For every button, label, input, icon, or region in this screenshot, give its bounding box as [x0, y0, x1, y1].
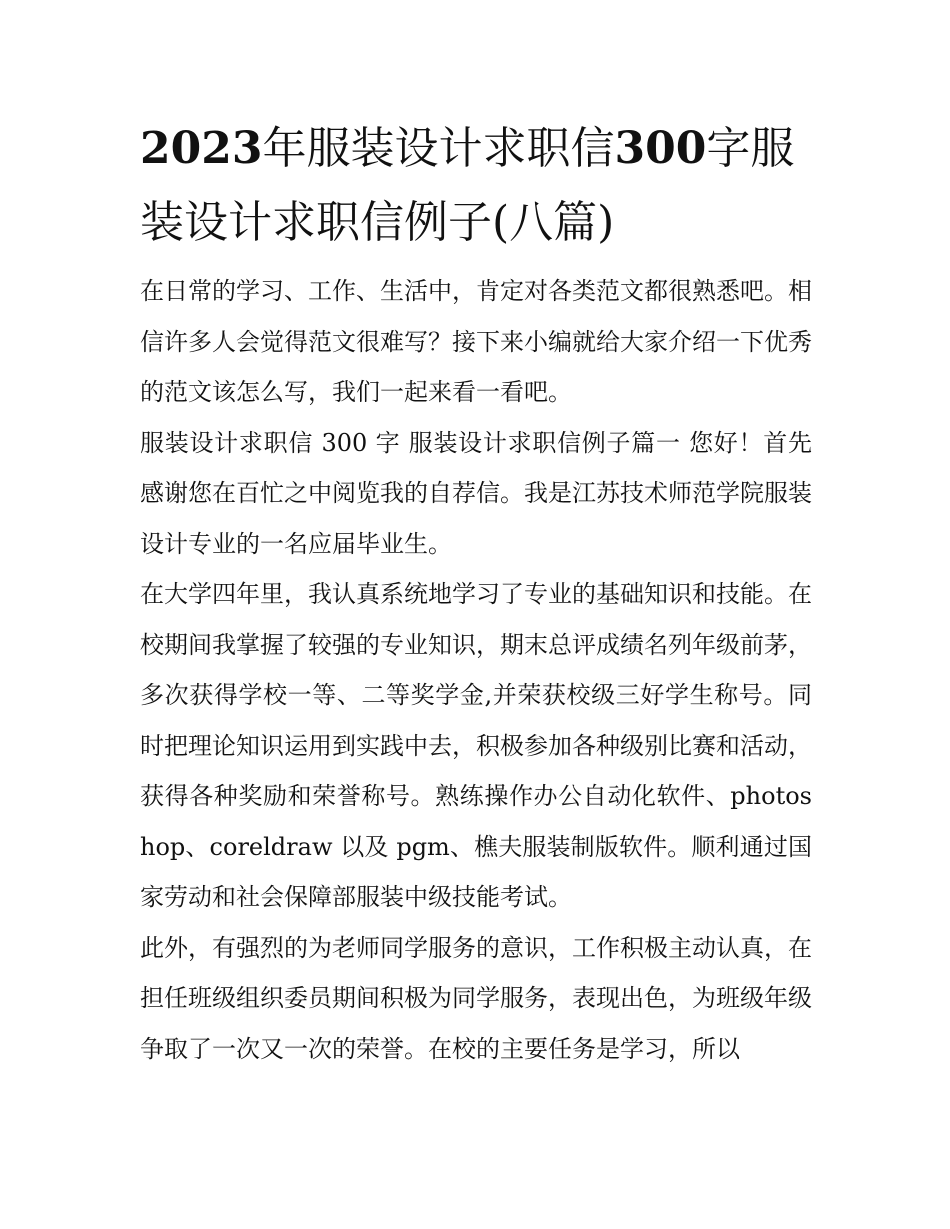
document-body	[140, 112, 812, 1074]
paragraph-greeting: 服装设计求职信 300 字 服装设计求职信例子篇一 您好！首先感谢您在百忙之中阅览我的自荐信。我是江苏技术师范学院服装设计专业的一名应届毕业生。	[140, 428, 812, 558]
title-segment-1: 年服装设计求职信	[262, 123, 615, 174]
title-segment-2: 字服装设计求职信例子(八篇)	[140, 123, 795, 248]
paragraph-study: 在大学四年里，我认真系统地学习了专业的基础知识和技能。在校期间我掌握了较强的专业知识，期末总评成绩名列年级前茅，多次获得学校一等、二等奖学金,并荣获校级三好学生称号。同时把理论知识运用到实践中去，积极参加各种级别比赛和活动，获得各种奖励和荣誉称号。熟练操作办公自动化软件、photoshop、coreldraw 以及 pgm、樵夫服装制版软件。顺利通过国家劳动和社会保障部服装中级技能考试。	[140, 580, 812, 911]
title-year: 2023	[140, 123, 263, 174]
document-title	[140, 112, 812, 260]
paragraph-intro: 在日常的学习、工作、生活中，肯定对各类范文都很熟悉吧。相信许多人会觉得范文很难写？接下来小编就给大家介绍一下优秀的范文该怎么写，我们一起来看一看吧。	[140, 277, 812, 406]
title-count: 300	[614, 123, 707, 174]
paragraph-service: 此外，有强烈的为老师同学服务的意识，工作积极主动认真，在担任班级组织委员期间积极为同学服务，表现出色，为班级年级争取了一次又一次的荣誉。在校的主要任务是学习，所以	[140, 933, 812, 1063]
